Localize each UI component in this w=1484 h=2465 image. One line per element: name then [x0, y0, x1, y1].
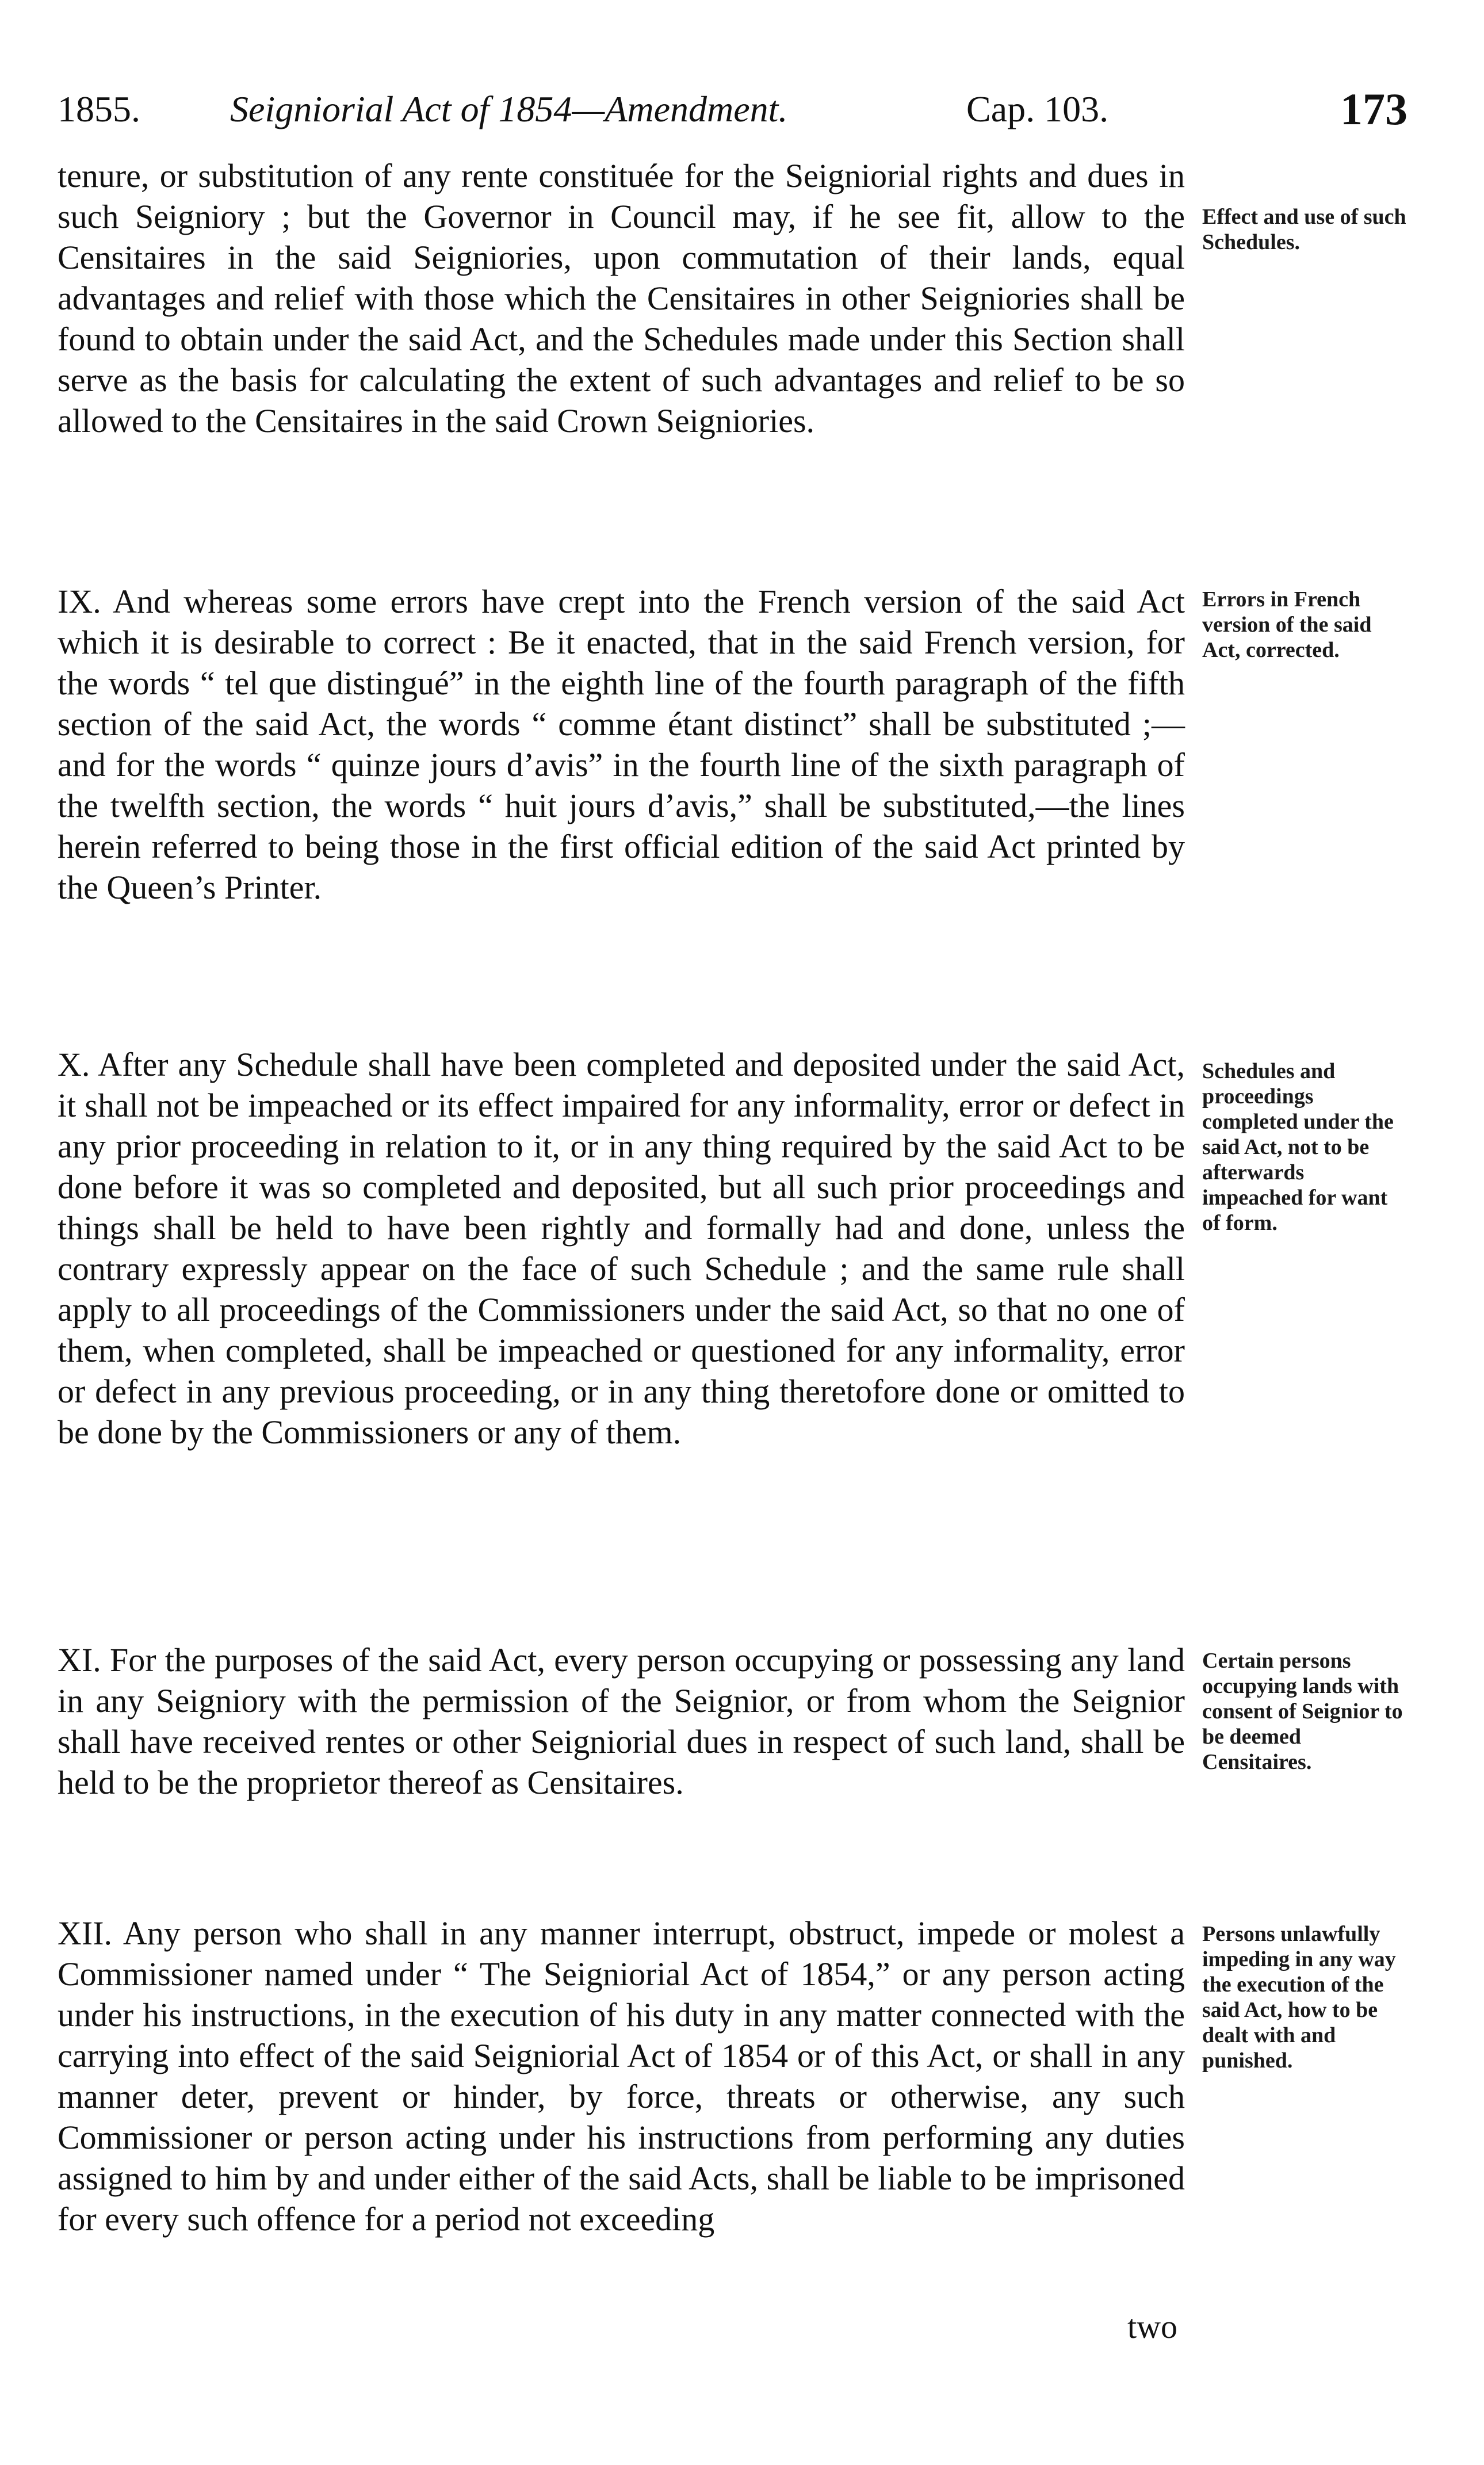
section-xii: XII. Any person who shall in any manner interrupt, obstruct, impede or molest a Commissioner named under “ The Seigniorial Act of 1854,” or any person acting under his instructions, in the execution of his duty in any matter connected with the carrying into effect of the said Seigniorial Act of 1854 or of this Act, or shall in any manner deter, prevent or hinder, by force, threats or otherwise, any such Commissioner or person acting under his instructions from performing any duties assigned to him by and under either of the said Acts, shall be liable to be imprisoned for every such offence for a period not exceeding [58, 1914, 1185, 2238]
catchword: two [1127, 2308, 1177, 2345]
header-title: Seigniorial Act of 1854—Amendment. [230, 89, 788, 129]
section-xi: XI. For the purposes of the said Act, every person occupying or possessing any land in any Seigniory with the permission of the Seignior, or from whom the Seignior shall have received rentes or other Seigniorial dues in respect of such land, shall be held to be the proprietor thereof as Censitaires. [58, 1641, 1185, 1801]
running-header [58, 81, 1407, 150]
margin-note-certain-persons: Certain persons occupying lands with consent of Seignior to be deemed Censitaires. [1202, 1649, 1403, 1774]
margin-note-errors-french: Errors in French version of the said Act, corrected. [1202, 587, 1372, 662]
section-ix: IX. And whereas some errors have crept into the French version of the said Act which it is desirable to correct : Be it enacted, that in the said French version, for the words “ tel que distingué” in the eighth line of the fourth paragraph of the fifth section of the said Act, the words “ comme étant distinct” shall be substituted ;—and for the words “ quinze jours d’avis” in the fourth line of the sixth paragraph of the twelfth section, the words “ huit jours d’avis,” shall be substituted,—the lines herein referred to being those in the first official edition of the said Act printed by the Queen’s Printer. [58, 583, 1185, 906]
page-number: 173 [1340, 84, 1407, 134]
margin-note-persons-unlawfully: Persons unlawfully impeding in any way the execution of the said Act, how to be dealt with and punished. [1202, 1922, 1396, 2073]
section-x: X. After any Schedule shall have been completed and deposited under the said Act, it shall not be impeached or its effect impaired for any informality, error or defect in any prior proceeding in relation to it, or in any thing required by the said Act to be done before it was so completed and deposited, but all such prior proceedings and things shall be held to have been rightly and formally had and done, unless the contrary expressly appear on the face of such Schedule ; and the same rule shall apply to all proceedings of the Commissioners under the said Act, so that no one of them, when completed, shall be impeached or questioned for any informality, error or defect in any previous proceeding, or in any thing theretofore done or omitted to be done by the Commissioners or any of them. [58, 1046, 1185, 1451]
header-year: 1855. [58, 89, 140, 129]
margin-note-schedules-effect: Effect and use of such Schedules. [1202, 205, 1406, 254]
margin-note-schedules-completed: Schedules and proceedings completed under the said Act, not to be afterwards impeached for want of form. [1202, 1059, 1394, 1235]
header-chapter: Cap. 103. [966, 89, 1109, 129]
paragraph-continuation: tenure, or substitution of any rente constituée for the Seigniorial rights and dues in such Seigniory ; but the Governor in Council may, if he see fit, allow to the Censitaires in the said Seigniories, upon commutation of their lands, equal advantages and relief with those which the Censitaires in other Seigniories shall be found to obtain under the said Act, and the Schedules made under this Section shall serve as the basis for calculating the extent of such advantages and relief to be so allowed to the Censitaires in the said Crown Seigniories. [58, 157, 1185, 440]
